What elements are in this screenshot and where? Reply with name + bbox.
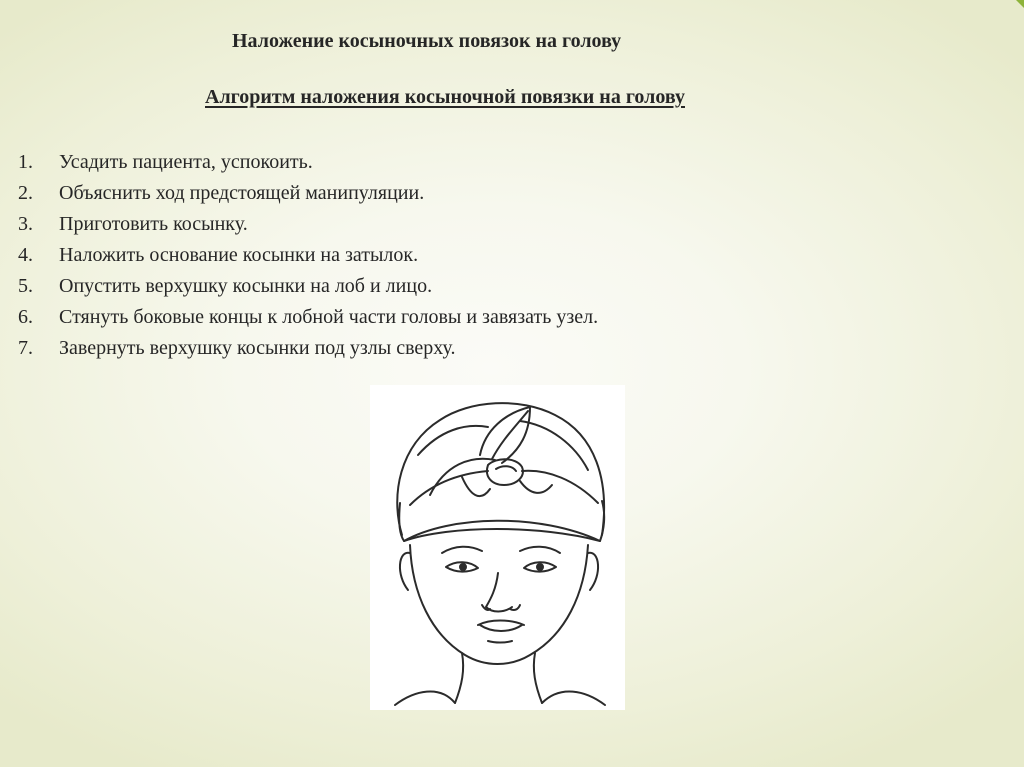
slide-subtitle: Алгоритм наложения косыночной повязки на голову: [205, 86, 685, 108]
steps-list: [18, 147, 598, 364]
step-number: 1.: [18, 151, 33, 173]
step-number: 3.: [18, 213, 33, 235]
list-item: [18, 333, 598, 364]
list-item: [18, 302, 598, 333]
step-text: Объяснить ход предстоящей манипуляции.: [59, 182, 425, 204]
step-text: Стянуть боковые концы к лобной части головы и завязать узел.: [59, 306, 599, 328]
slide-title: Наложение косыночных повязок на голову: [232, 30, 622, 52]
step-number: 2.: [18, 182, 33, 204]
step-number: 5.: [18, 275, 33, 297]
list-item: [18, 240, 598, 271]
step-text: Опустить верхушку косынки на лоб и лицо.: [59, 275, 433, 297]
step-number: 6.: [18, 306, 33, 328]
step-number: 7.: [18, 337, 33, 359]
step-text: Усадить пациента, успокоить.: [59, 151, 313, 173]
list-item: [18, 178, 598, 209]
head-with-kerchief-bandage-icon: [370, 385, 625, 710]
step-number: 4.: [18, 244, 33, 266]
step-text: Завернуть верхушку косынки под узлы сверху.: [59, 337, 456, 359]
list-item: [18, 209, 598, 240]
head-bandage-illustration: [370, 385, 625, 710]
list-item: [18, 271, 598, 302]
step-text: Приготовить косынку.: [59, 213, 248, 235]
step-text: Наложить основание косынки на затылок.: [59, 244, 419, 266]
list-item: [18, 147, 598, 178]
corner-accent: [1016, 0, 1024, 8]
